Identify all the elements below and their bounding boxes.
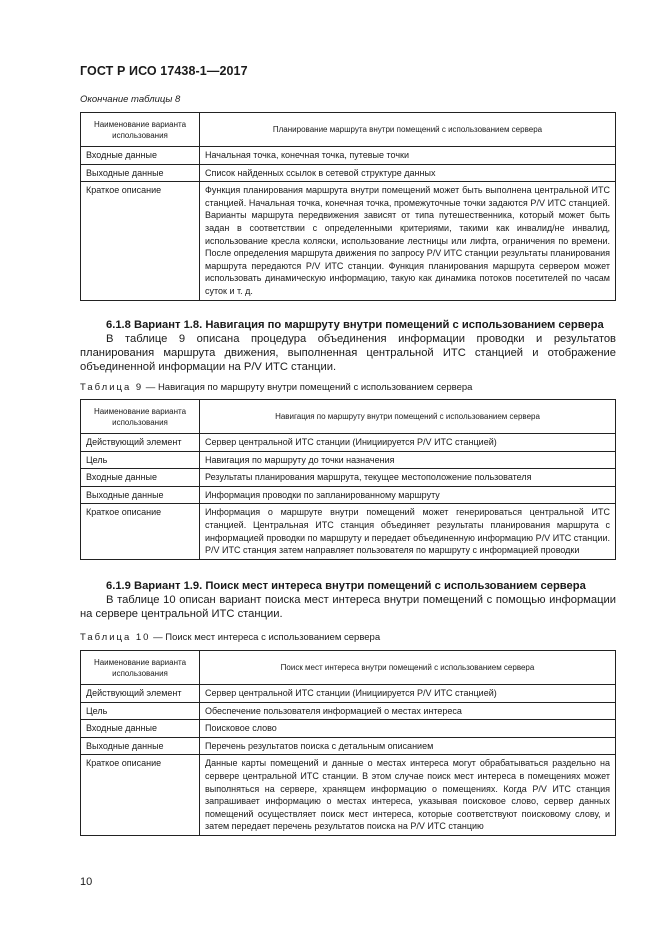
row-value: Информация о маршруте внутри помещений может генерироваться центральной ИТС станцией. Центральная ИТС станция объединяет результаты планирования маршрута с информацией проводки по маршруту и передает объединенную информацию P/V ИТС станции. P/V ИТС станция затем направляет пользователя по маршруту с информацией проводки (200, 504, 616, 559)
table-row (81, 434, 616, 452)
header-cell-title: Планирование маршрута внутри помещений с использованием сервера (200, 113, 616, 147)
table-row (81, 182, 616, 300)
row-label: Входные данные (81, 720, 200, 738)
table-header-row (81, 400, 616, 434)
table-row (81, 685, 616, 703)
row-label: Входные данные (81, 469, 200, 487)
header-cell-title: Навигация по маршруту внутри помещений с использованием сервера (200, 400, 616, 434)
row-value: Функция планирования маршрута внутри помещений может быть выполнена центральной ИТС станцией. Начальная точка, конечная точка, промежуточные точки задаются P/V ИТС станцией. Варианты маршрута передвижения зависят от типа путешественника, который может быть задан в соответствии с определенными критериями, такими как инвалид/не инвалид, использование кресла коляски, использование лестницы или лифта, ограничения по времени. После определения маршрута движения по запросу P/V ИТС станции результаты планирования маршрута передаются P/V ИТС станции. Функция планирования маршрута сервером может использовать динамическую информацию, такую как динамика потоков посетителей по часам суток и т. д. (200, 182, 616, 300)
table10 (80, 650, 616, 836)
row-label: Цель (81, 451, 200, 469)
row-value: Обеспечение пользователя информацией о местах интереса (200, 702, 616, 720)
row-value: Сервер центральной ИТС станции (Инициируется P/V ИТС станцией) (200, 685, 616, 703)
row-label: Действующий элемент (81, 685, 200, 703)
row-value: Результаты планирования маршрута, текущее местоположение пользователя (200, 469, 616, 487)
header-cell-usecase: Наименование варианта использования (81, 400, 200, 434)
row-label: Цель (81, 702, 200, 720)
row-label: Краткое описание (81, 504, 200, 559)
section-6-1-8 (80, 318, 616, 374)
table-header-row (81, 113, 616, 147)
table9 (80, 399, 616, 560)
row-value: Список найденных ссылок в сетевой структуре данных (200, 164, 616, 182)
table-row (81, 147, 616, 165)
table10-caption (80, 632, 380, 643)
row-value: Сервер центральной ИТС станции (Инициируется P/V ИТС станцией) (200, 434, 616, 452)
row-value: Поисковое слово (200, 720, 616, 738)
table-row (81, 737, 616, 755)
header-cell-usecase: Наименование варианта использования (81, 113, 200, 147)
row-label: Выходные данные (81, 486, 200, 504)
table9-caption (80, 382, 472, 393)
table-row (81, 504, 616, 559)
header-cell-title: Поиск мест интереса внутри помещений с использованием сервера (200, 651, 616, 685)
row-value: Информация проводки по запланированному маршруту (200, 486, 616, 504)
table-row (81, 469, 616, 487)
row-value: Данные карты помещений и данные о местах интереса могут обрабатываться раздельно на сервере центральной ИТС станции. В этом случае поиск мест интереса в помещениях может выполняться на сервере, хранящем информацию о помещениях. Когда P/V ИТС станция запрашивает информацию о местах интереса, указывая поисковое слово, сервер данных помещений осуществляет поиск мест интереса, которые соответствуют поисковому слову, и затем передает перечень результатов поиска на P/V ИТС станцию (200, 755, 616, 836)
row-label: Выходные данные (81, 164, 200, 182)
section-6-1-9 (80, 579, 616, 621)
row-label: Краткое описание (81, 182, 200, 300)
table8 (80, 112, 616, 301)
page-number: 10 (80, 876, 93, 888)
row-label: Краткое описание (81, 755, 200, 836)
table8-caption: Окончание таблицы 8 (80, 94, 181, 105)
caption-text: — Навигация по маршруту внутри помещений с использованием сервера (143, 382, 473, 393)
caption-label: Таблица 9 (80, 382, 144, 393)
row-value: Начальная точка, конечная точка, путевые точки (200, 147, 616, 165)
section-text: В таблице 9 описана процедура объединения информации проводки и результатов планирования маршрута движения, выполненная центральной ИТС станцией и отображение объединенной информации на P/V ИТС станции. (80, 333, 616, 373)
document-header: ГОСТ Р ИСО 17438-1—2017 (80, 64, 248, 78)
row-label: Выходные данные (81, 737, 200, 755)
section-text: В таблице 10 описан вариант поиска мест интереса внутри помещений с помощью информации на сервере центральной ИТС станции. (80, 594, 616, 620)
section-heading: 6.1.8 Вариант 1.8. Навигация по маршруту внутри помещений с использованием сервера (106, 319, 604, 331)
caption-label: Таблица 10 (80, 632, 151, 643)
row-label: Действующий элемент (81, 434, 200, 452)
caption-text: — Поиск мест интереса с использованием сервера (150, 632, 381, 643)
table-row (81, 164, 616, 182)
section-heading: 6.1.9 Вариант 1.9. Поиск мест интереса внутри помещений с использованием сервера (106, 580, 586, 592)
table-row (81, 451, 616, 469)
table-row (81, 755, 616, 836)
row-value: Перечень результатов поиска с детальным описанием (200, 737, 616, 755)
table-row (81, 720, 616, 738)
table-header-row (81, 651, 616, 685)
row-value: Навигация по маршруту до точки назначения (200, 451, 616, 469)
table-row (81, 702, 616, 720)
row-label: Входные данные (81, 147, 200, 165)
table-row (81, 486, 616, 504)
header-cell-usecase: Наименование варианта использования (81, 651, 200, 685)
